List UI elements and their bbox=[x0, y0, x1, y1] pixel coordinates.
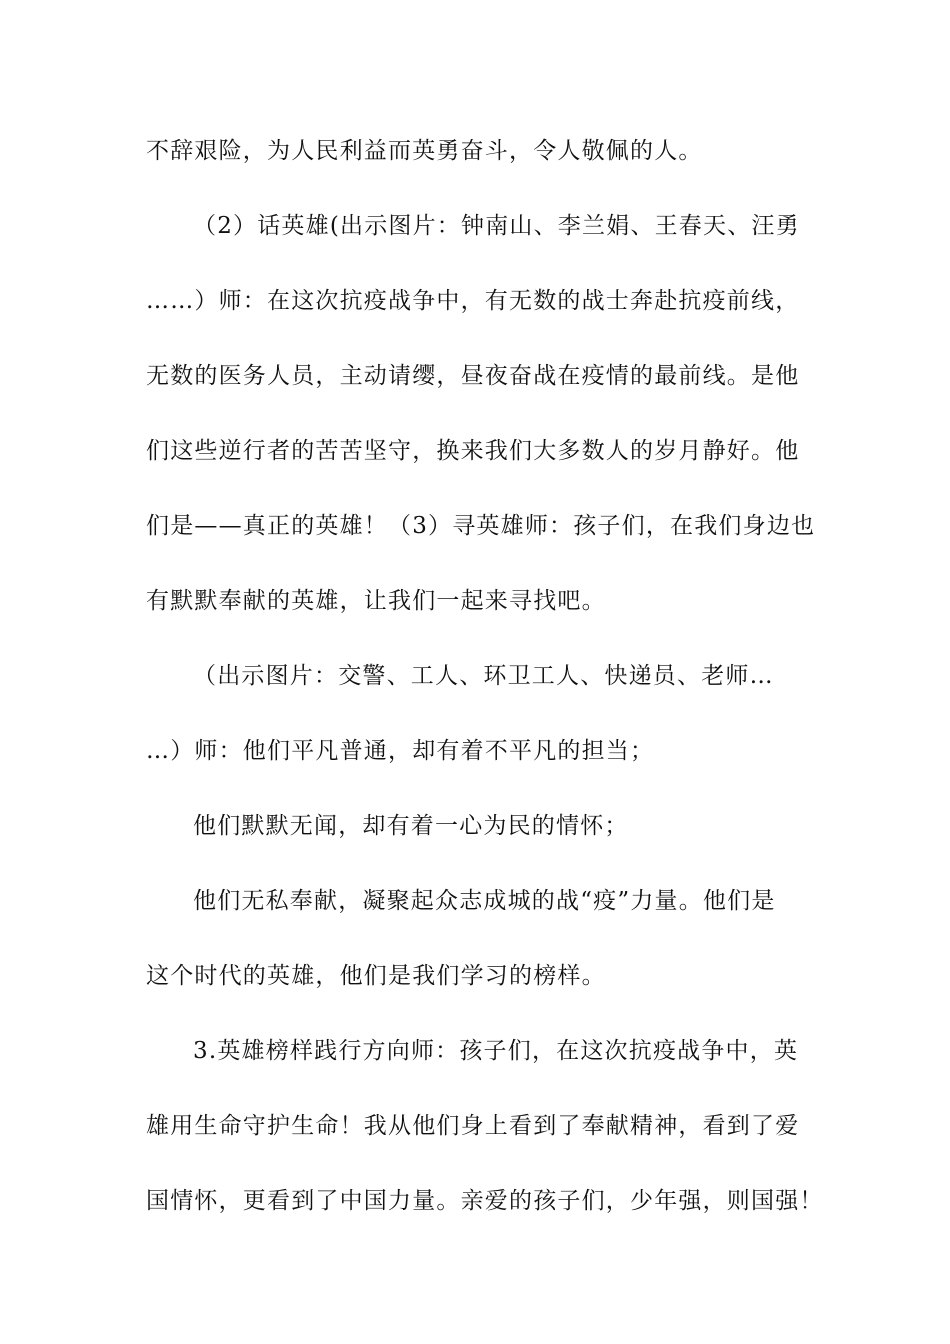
text-line-12: 这个时代的英雄，他们是我们学习的榜样。 bbox=[146, 963, 606, 989]
text-line-2: （2）话英雄(出示图片：钟南山、李兰娟、王春天、汪勇 bbox=[193, 213, 800, 239]
text-line-1: 不辞艰险，为人民利益而英勇奋斗，令人敬佩的人。 bbox=[146, 138, 703, 164]
text-line-6: 们是——真正的英雄！（3）寻英雄师：孩子们，在我们身边也 bbox=[146, 513, 816, 539]
text-line-13: 3.英雄榜样践行方向师：孩子们，在这次抗疫战争中，英 bbox=[193, 1038, 799, 1064]
text-line-8: （出示图片：交警、工人、环卫工人、快递员、老师… bbox=[193, 663, 774, 689]
text-line-5: 们这些逆行者的苦苦坚守，换来我们大多数人的岁月静好。他 bbox=[146, 438, 800, 464]
text-line-4: 无数的医务人员，主动请缨，昼夜奋战在疫情的最前线。是他 bbox=[146, 363, 800, 389]
text-line-7: 有默默奉献的英雄，让我们一起来寻找吧。 bbox=[146, 588, 606, 614]
text-line-11: 他们无私奉献，凝聚起众志成城的战“疫”力量。他们是 bbox=[193, 888, 776, 914]
text-line-9: …）师：他们平凡普通，却有着不平凡的担当； bbox=[146, 738, 655, 764]
text-line-3: ……）师：在这次抗疫战争中，有无数的战士奔赴抗疫前线， bbox=[146, 288, 800, 314]
text-line-15: 国情怀，更看到了中国力量。亲爱的孩子们，少年强，则国强！ bbox=[146, 1188, 824, 1214]
text-line-14: 雄用生命守护生命！我从他们身上看到了奉献精神，看到了爱 bbox=[146, 1113, 800, 1139]
text-line-10: 他们默默无闻，却有着一心为民的情怀； bbox=[193, 813, 629, 839]
